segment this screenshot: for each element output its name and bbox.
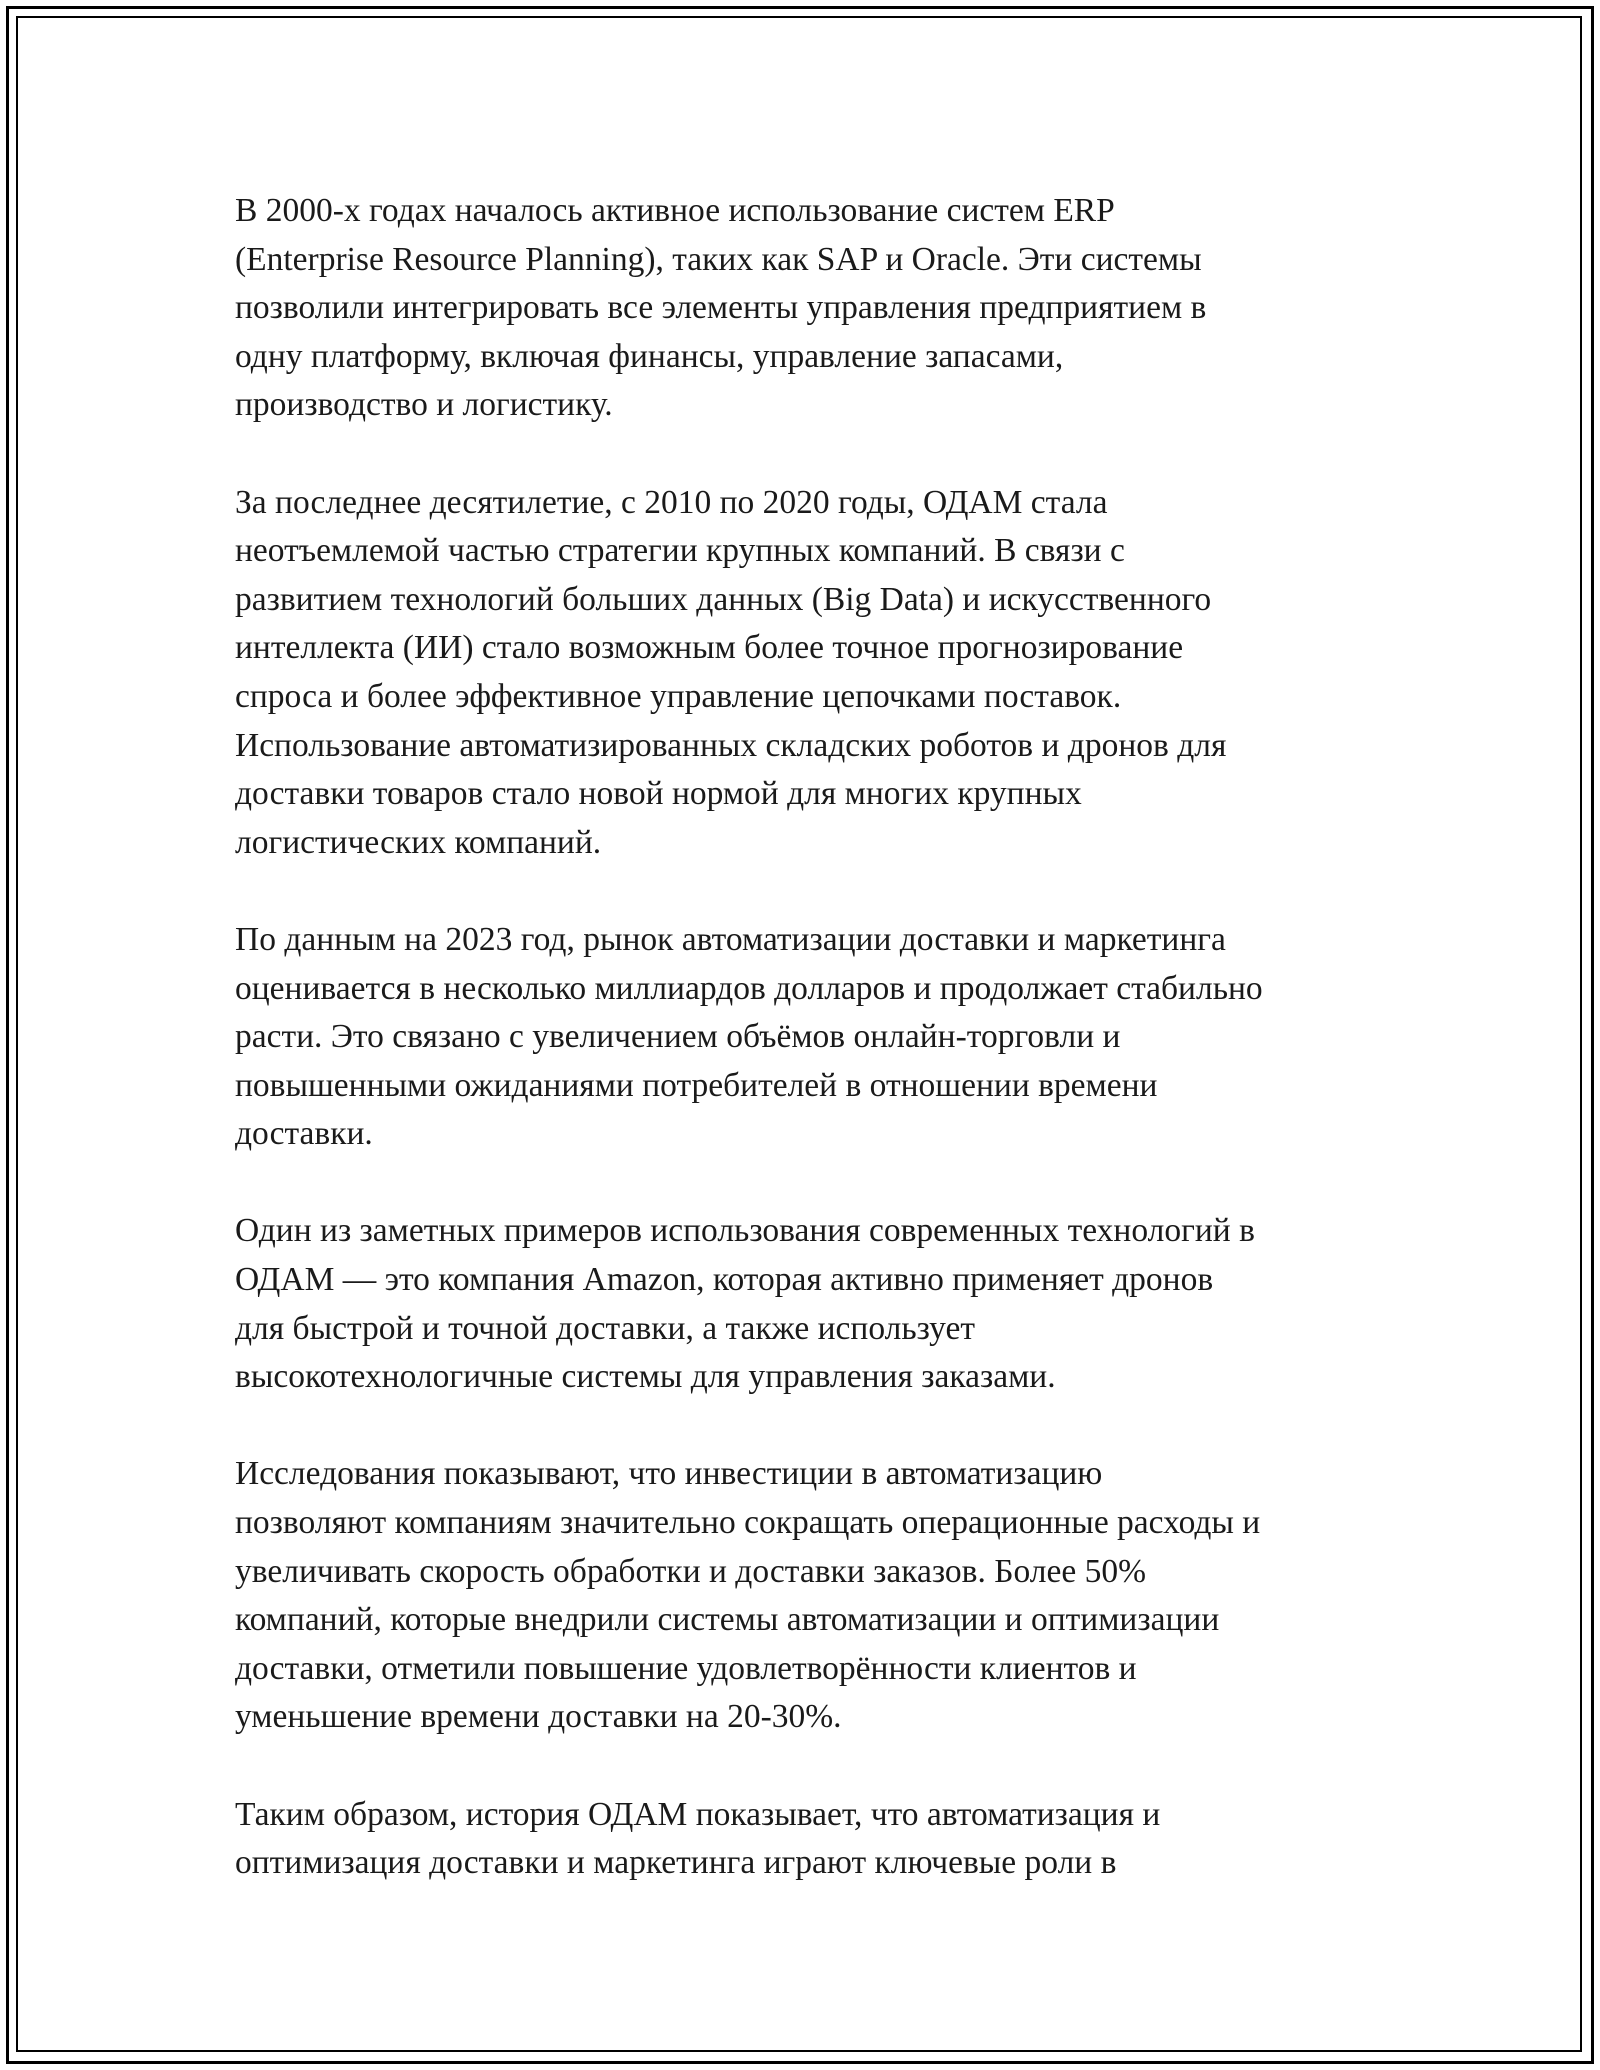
text-line: За последнее десятилетие, с 2010 по 2020 годы, ОДАМ стала <box>235 483 1108 521</box>
paragraph-last-decade <box>235 479 1385 868</box>
text-line: логистических компаний. <box>235 823 602 861</box>
text-line: неотъемлемой частью стратегии крупных компаний. В связи с <box>235 532 1125 570</box>
text-line: доставки товаров стало новой нормой для многих крупных <box>235 775 1082 813</box>
text-line: развитием технологий больших данных (Big Data) и искусственного <box>235 580 1212 618</box>
paragraph-erp-2000s <box>235 187 1385 430</box>
text-line: Один из заметных примеров использования современных технологий в <box>235 1212 1255 1250</box>
paragraph-market-2023 <box>235 916 1385 1159</box>
text-line: ОДАМ — это компания Amazon, которая активно применяет дронов <box>235 1261 1214 1299</box>
paragraph-research <box>235 1450 1385 1742</box>
text-line: позволяют компаниям значительно сокращать операционные расходы и <box>235 1504 1261 1542</box>
paragraph-conclusion <box>235 1791 1385 1888</box>
text-line: производство и логистику. <box>235 386 613 424</box>
text-line: доставки. <box>235 1115 373 1153</box>
text-line: Таким образом, история ОДАМ показывает, что автоматизация и <box>235 1795 1161 1833</box>
text-line: одну платформу, включая финансы, управление запасами, <box>235 337 1064 375</box>
text-line: увеличивать скорость обработки и доставки заказов. Более 50% <box>235 1552 1146 1590</box>
text-line: (Enterprise Resource Planning), таких как SAP и Oracle. Эти системы <box>235 240 1202 278</box>
text-line: высокотехнологичные системы для управления заказами. <box>235 1358 1056 1396</box>
text-line: По данным на 2023 год, рынок автоматизации доставки и маркетинга <box>235 920 1226 958</box>
text-line: оптимизация доставки и маркетинга играют ключевые роли в <box>235 1844 1117 1882</box>
paragraph-amazon-example <box>235 1207 1385 1401</box>
text-line: Исследования показывают, что инвестиции в автоматизацию <box>235 1455 1103 1493</box>
text-line: оценивается в несколько миллиардов долларов и продолжает стабильно <box>235 969 1263 1007</box>
document-body <box>235 187 1385 1888</box>
text-line: Использование автоматизированных складских роботов и дронов для <box>235 726 1227 764</box>
text-line: позволили интегрировать все элементы управления предприятием в <box>235 289 1207 327</box>
text-line: повышенными ожиданиями потребителей в отношении времени <box>235 1066 1158 1104</box>
text-line: интеллекта (ИИ) стало возможным более точное прогнозирование <box>235 629 1184 667</box>
text-line: уменьшение времени доставки на 20-30%. <box>235 1698 842 1736</box>
text-line: спроса и более эффективное управление цепочками поставок. <box>235 677 1122 715</box>
text-line: расти. Это связано с увеличением объёмов онлайн-торговли и <box>235 1018 1121 1056</box>
text-line: В 2000-х годах началось активное использование систем ERP <box>235 192 1115 229</box>
text-line: компаний, которые внедрили системы автоматизации и оптимизации <box>235 1601 1220 1639</box>
text-line: доставки, отметили повышение удовлетворённости клиентов и <box>235 1649 1137 1687</box>
text-line: для быстрой и точной доставки, а также использует <box>235 1309 975 1347</box>
